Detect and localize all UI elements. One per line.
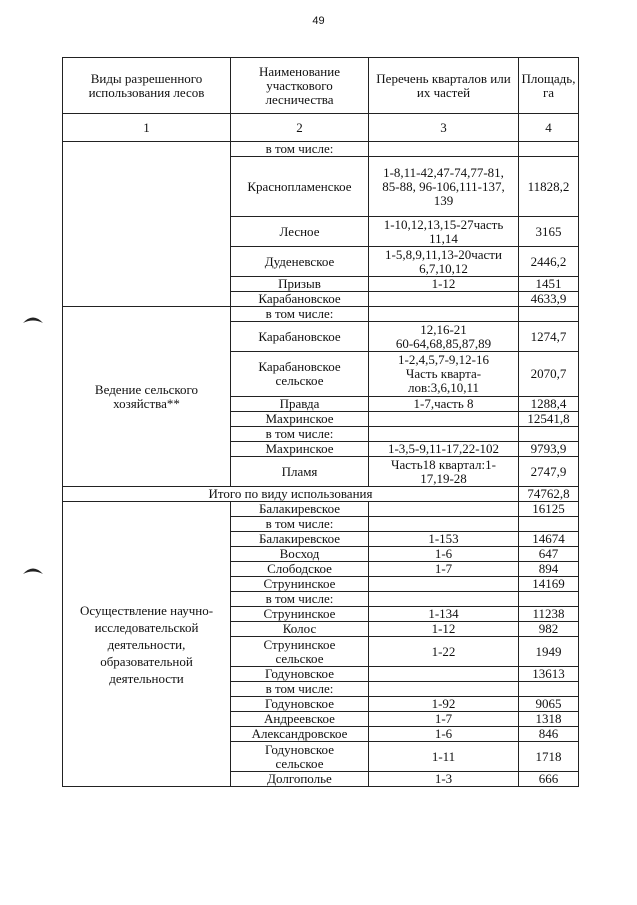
header-area: Площадь, га bbox=[519, 58, 579, 114]
area-cell: 11238 bbox=[519, 607, 579, 622]
area-cell: 12541,8 bbox=[519, 412, 579, 427]
lesnichestvo-cell: в том числе: bbox=[231, 682, 369, 697]
margin-mark bbox=[22, 566, 44, 576]
lesnichestvo-cell: Балакиревское bbox=[231, 502, 369, 517]
area-cell: 14169 bbox=[519, 577, 579, 592]
table-row bbox=[63, 307, 579, 322]
lesnichestvo-cell: в том числе: bbox=[231, 307, 369, 322]
lesnichestvo-cell: Правда bbox=[231, 397, 369, 412]
area-cell bbox=[519, 517, 579, 532]
vid-agriculture-cell: Ведение сельского хозяйства** bbox=[63, 307, 231, 487]
lesnichestvo-cell: Колос bbox=[231, 622, 369, 637]
quarters-cell: 1-3 bbox=[369, 772, 519, 787]
quarters-cell bbox=[369, 667, 519, 682]
lesnichestvo-cell: Струнинское сельское bbox=[231, 637, 369, 667]
lesnichestvo-cell: Александровское bbox=[231, 727, 369, 742]
area-cell: 1718 bbox=[519, 742, 579, 772]
area-cell bbox=[519, 682, 579, 697]
area-cell bbox=[519, 592, 579, 607]
quarters-cell: 1-7 bbox=[369, 712, 519, 727]
area-cell: 11828,2 bbox=[519, 157, 579, 217]
area-cell: 14674 bbox=[519, 532, 579, 547]
lesnichestvo-cell: в том числе: bbox=[231, 142, 369, 157]
area-cell: 4633,9 bbox=[519, 292, 579, 307]
column-number: 1 bbox=[63, 114, 231, 142]
lesnichestvo-cell: Годуновское bbox=[231, 667, 369, 682]
quarters-cell bbox=[369, 502, 519, 517]
quarters-cell: 1-7 bbox=[369, 562, 519, 577]
lesnichestvo-cell: Годуновское bbox=[231, 697, 369, 712]
quarters-cell: 1-2,4,5,7-9,12-16 Часть кварта- лов:3,6,10,11 bbox=[369, 352, 519, 397]
quarters-cell: 1-11 bbox=[369, 742, 519, 772]
quarters-cell: 1-92 bbox=[369, 697, 519, 712]
lesnichestvo-cell: Восход bbox=[231, 547, 369, 562]
quarters-cell: 1-5,8,9,11,13-20части 6,7,10,12 bbox=[369, 247, 519, 277]
quarters-cell: 1-6 bbox=[369, 727, 519, 742]
column-number-row bbox=[63, 114, 579, 142]
lesnichestvo-cell: Лесное bbox=[231, 217, 369, 247]
lesnichestvo-cell: Краснопламенское bbox=[231, 157, 369, 217]
area-cell: 3165 bbox=[519, 217, 579, 247]
quarters-cell bbox=[369, 427, 519, 442]
area-cell: 666 bbox=[519, 772, 579, 787]
lesnichestvo-cell: Долгополье bbox=[231, 772, 369, 787]
area-cell bbox=[519, 427, 579, 442]
quarters-cell bbox=[369, 577, 519, 592]
lesnichestvo-cell: Карабановское bbox=[231, 292, 369, 307]
quarters-cell bbox=[369, 517, 519, 532]
area-cell: 1949 bbox=[519, 637, 579, 667]
quarters-cell bbox=[369, 412, 519, 427]
area-cell: 982 bbox=[519, 622, 579, 637]
area-cell: 1318 bbox=[519, 712, 579, 727]
lesnichestvo-cell: Слободское bbox=[231, 562, 369, 577]
quarters-cell: Часть18 квартал:1- 17,19-28 bbox=[369, 457, 519, 487]
lesnichestvo-cell: Балакиревское bbox=[231, 532, 369, 547]
area-cell: 2446,2 bbox=[519, 247, 579, 277]
quarters-cell: 1-153 bbox=[369, 532, 519, 547]
quarters-cell: 1-12 bbox=[369, 622, 519, 637]
area-cell: 647 bbox=[519, 547, 579, 562]
quarters-cell: 1-10,12,13,15-27часть 11,14 bbox=[369, 217, 519, 247]
area-cell bbox=[519, 142, 579, 157]
area-cell: 16125 bbox=[519, 502, 579, 517]
area-cell: 2747,9 bbox=[519, 457, 579, 487]
area-cell: 13613 bbox=[519, 667, 579, 682]
total-label: Итого по виду использования bbox=[63, 487, 519, 502]
lesnichestvo-cell: в том числе: bbox=[231, 592, 369, 607]
lesnichestvo-cell: Струнинское bbox=[231, 577, 369, 592]
lesnichestvo-cell: Дуденевское bbox=[231, 247, 369, 277]
quarters-cell: 1-22 bbox=[369, 637, 519, 667]
area-cell: 1451 bbox=[519, 277, 579, 292]
quarters-cell: 1-12 bbox=[369, 277, 519, 292]
margin-mark bbox=[22, 315, 44, 325]
page-number: 49 bbox=[312, 15, 325, 27]
header-quarters: Перечень кварталов или их частей bbox=[369, 58, 519, 114]
quarters-cell: 1-6 bbox=[369, 547, 519, 562]
forest-use-table bbox=[62, 57, 579, 787]
quarters-cell bbox=[369, 307, 519, 322]
column-number: 4 bbox=[519, 114, 579, 142]
quarters-cell bbox=[369, 142, 519, 157]
quarters-cell: 12,16-21 60-64,68,85,87,89 bbox=[369, 322, 519, 352]
vid-research-cell: Осуществление научно- исследовательской деятельности, образовательной деятельности bbox=[63, 502, 231, 787]
area-cell: 1274,7 bbox=[519, 322, 579, 352]
quarters-cell: 1-134 bbox=[369, 607, 519, 622]
header-vid: Виды разрешенного использования лесов bbox=[63, 58, 231, 114]
area-cell: 2070,7 bbox=[519, 352, 579, 397]
column-number: 3 bbox=[369, 114, 519, 142]
quarters-cell: 1-8,11-42,47-74,77-81, 85-88, 96-106,111-137, 139 bbox=[369, 157, 519, 217]
lesnichestvo-cell: Годуновское сельское bbox=[231, 742, 369, 772]
area-cell: 894 bbox=[519, 562, 579, 577]
quarters-cell bbox=[369, 592, 519, 607]
vid-cell-continued bbox=[63, 142, 231, 307]
quarters-cell bbox=[369, 682, 519, 697]
area-cell bbox=[519, 307, 579, 322]
total-row bbox=[63, 487, 579, 502]
quarters-cell: 1-7,часть 8 bbox=[369, 397, 519, 412]
table-row bbox=[63, 142, 579, 157]
total-value: 74762,8 bbox=[519, 487, 579, 502]
lesnichestvo-cell: Струнинское bbox=[231, 607, 369, 622]
area-cell: 9065 bbox=[519, 697, 579, 712]
area-cell: 1288,4 bbox=[519, 397, 579, 412]
lesnichestvo-cell: Карабановское bbox=[231, 322, 369, 352]
header-row bbox=[63, 58, 579, 114]
lesnichestvo-cell: Андреевское bbox=[231, 712, 369, 727]
area-cell: 9793,9 bbox=[519, 442, 579, 457]
quarters-cell bbox=[369, 292, 519, 307]
quarters-cell: 1-3,5-9,11-17,22-102 bbox=[369, 442, 519, 457]
lesnichestvo-cell: Карабановское сельское bbox=[231, 352, 369, 397]
column-number: 2 bbox=[231, 114, 369, 142]
lesnichestvo-cell: Махринское bbox=[231, 412, 369, 427]
lesnichestvo-cell: в том числе: bbox=[231, 427, 369, 442]
header-lesnichestvo: Наименование участкового лесничества bbox=[231, 58, 369, 114]
lesnichestvo-cell: Махринское bbox=[231, 442, 369, 457]
lesnichestvo-cell: Призыв bbox=[231, 277, 369, 292]
area-cell: 846 bbox=[519, 727, 579, 742]
lesnichestvo-cell: в том числе: bbox=[231, 517, 369, 532]
table-row bbox=[63, 502, 579, 517]
lesnichestvo-cell: Пламя bbox=[231, 457, 369, 487]
